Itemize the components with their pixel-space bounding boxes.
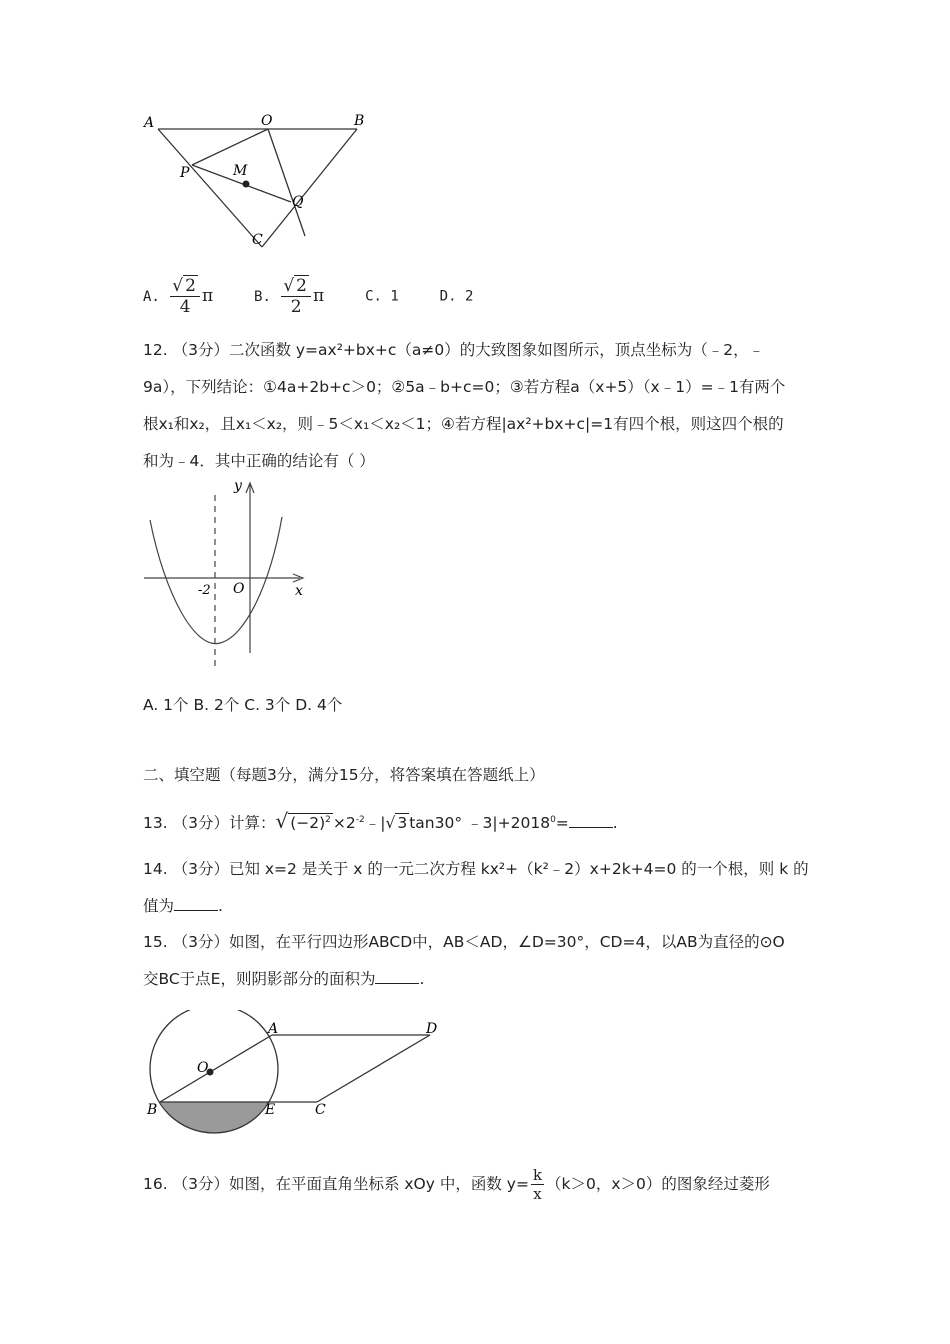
q12-line-1: 12. （3分）二次函数 y=ax²+bx+c（a≠0）的大致图象如图所示，顶点坐标为（﹣2，﹣ (143, 341, 765, 359)
q11-option-a: A. $\frac{√ 2}{4}$ π (143, 276, 214, 317)
section-2-heading: 二、填空题（每题3分，满分15分，将答案填在答题纸上） (143, 766, 545, 784)
q15-line-1: 15. （3分）如图，在平行四边形ABCD中，AB＜AD，∠D=30°，CD=4，以AB为直径的⊙O (143, 933, 785, 951)
label-c: C (315, 1102, 326, 1118)
q12-line-3: 根x₁和x₂，且x₁＜x₂，则﹣5＜x₁＜x₂＜1；④若方程|ax²+bx+c|=1有四个根，则这四个根的 (143, 415, 784, 433)
shaded-segment (160, 1102, 268, 1133)
q15-line-2: 交BC于点E，则阴影部分的面积为 . (143, 970, 425, 988)
q12-options: A. 1个 B. 2个 C. 3个 D. 4个 (143, 696, 343, 714)
label-c: C (252, 232, 263, 248)
q11-option-c: C. 1 (365, 288, 399, 305)
point-m (243, 181, 250, 188)
label-m: M (233, 163, 248, 179)
q11-options (143, 276, 473, 317)
q12-line-2: 9a），下列结论：①4a+2b+c＞0；②5a﹣b+c=0；③若方程a（x+5）（x﹣1）=﹣1有两个 (143, 378, 786, 396)
q11-option-b: B. $\frac{√ 2}{2}$ π (254, 276, 325, 317)
label-a: A (144, 115, 155, 131)
label-neg2: -2 (198, 583, 211, 598)
label-p: P (180, 165, 190, 181)
figure-q11-triangle (140, 110, 380, 260)
figure-q15-parallelogram (140, 1010, 450, 1135)
q15-answer-blank (375, 969, 419, 984)
q14-line-1: 14. （3分）已知 x=2 是关于 x 的一元二次方程 kx²+（k²﹣2）x+2k+4=0 的一个根，则 k 的 (143, 860, 809, 878)
label-b: B (147, 1102, 158, 1118)
q16-line: 16. （3分）如图，在平面直角坐标系 xOy 中，函数 y= $\frac{k}{x}$ （k＞0，x＞0）的图象经过菱形 (143, 1166, 770, 1203)
label-q: Q (292, 194, 304, 210)
q13-radicand: $(-2)^2$ (290, 814, 331, 832)
label-e: E (265, 1102, 276, 1118)
label-d: D (426, 1021, 438, 1037)
q13-answer-blank (569, 813, 613, 828)
label-o: O (261, 113, 273, 129)
q13-line: 13. （3分）计算：√ $(-2)^2$ $\times 2^{-2}﹣|√$ 3 tan30° $﹣3|+2018^0=$ . (143, 809, 618, 833)
figure-q12-parabola (140, 475, 320, 675)
label-o: O (197, 1060, 209, 1076)
label-origin: O (233, 581, 245, 597)
q14-line-2: 值为 . (143, 897, 223, 915)
q12-line-4: 和为﹣4．其中正确的结论有（ ） (143, 452, 375, 470)
q11-option-d: D. 2 (439, 288, 474, 305)
q14-answer-blank (174, 896, 218, 911)
label-b: B (354, 113, 365, 129)
label-y: y (234, 478, 242, 494)
label-a: A (268, 1021, 279, 1037)
label-x: x (295, 583, 303, 599)
